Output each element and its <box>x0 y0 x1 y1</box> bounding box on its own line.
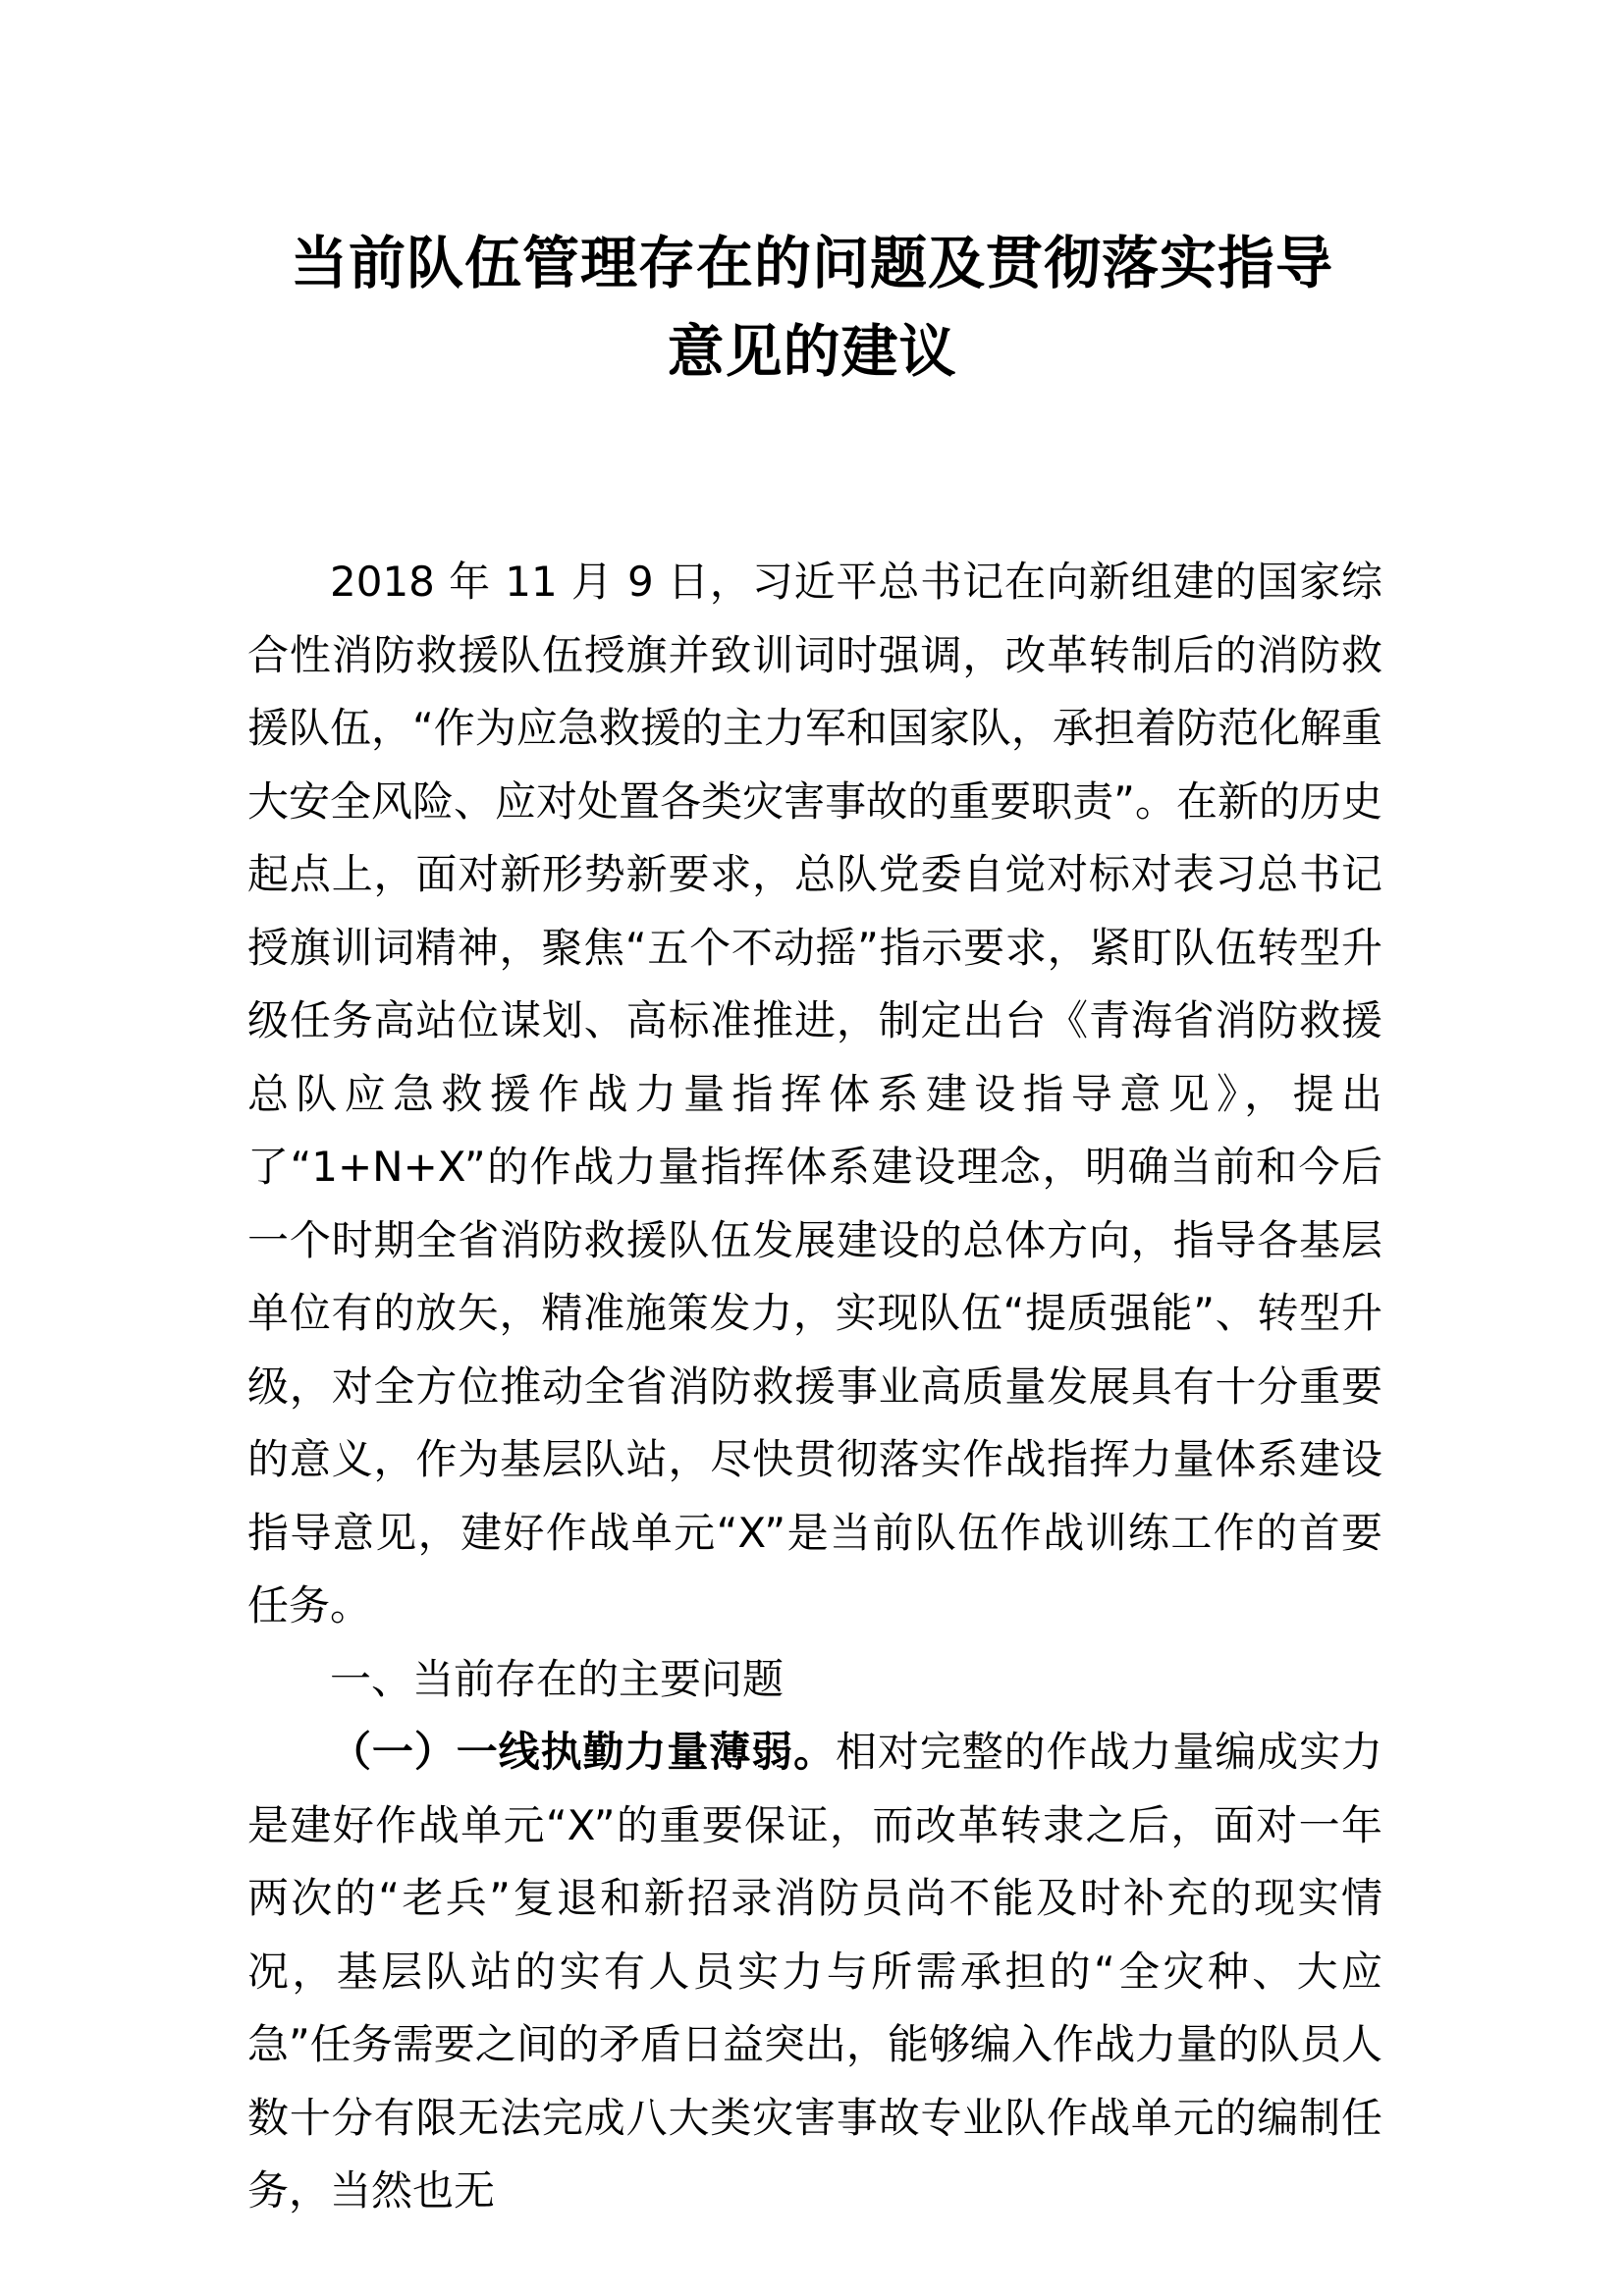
subsection-body: 相对完整的作战力量编成实力是建好作战单元“X”的重要保证，而改革转隶之后，面对一年两次的“老兵”复退和新招录消防员尚不能及时补充的现实情况，基层队站的实有人员实力与所需承担的“全灾种、大应急”任务需要之间的矛盾日益突出，能够编入作战力量的队员人数十分有限无法完成八大类灾害事故专业队作战单元的编制任务，当然也无 <box>247 1728 1382 2215</box>
document-body <box>247 546 1382 2228</box>
document-title-line-1: 当前队伍管理存在的问题及贯彻落实指导 <box>290 230 1333 296</box>
subsection-lead: （一）一线执勤力量薄弱。 <box>330 1728 836 1776</box>
document-title-line-2: 意见的建议 <box>667 318 957 385</box>
intro-paragraph: 2018 年 11 月 9 日，习近平总书记在向新组建的国家综合性消防救援队伍授旗并致训词时强调，改革转制后的消防救援队伍，“作为应急救援的主力军和国家队，承担着防范化解重大安全风险、应对处置各类灾害事故的重要职责”。在新的历史起点上，面对新形势新要求，总队党委自觉对标对表习总书记授旗训词精神，聚焦“五个不动摇”指示要求，紧盯队伍转型升级任务高站位谋划、高标准推进，制定出台《青海省消防救援总队应急救援作战力量指挥体系建设指导意见》，提出了“1+N+X”的作战力量指挥体系建设理念，明确当前和今后一个时期全省消防救援队伍发展建设的总体方向，指导各基层单位有的放矢，精准施策发力，实现队伍“提质强能”、转型升级，对全方位推动全省消防救援事业高质量发展具有十分重要的意义，作为基层队站，尽快贯彻落实作战指挥力量体系建设指导意见，建好作战单元“X”是当前队伍作战训练工作的首要任务。 <box>247 558 1382 1629</box>
section-heading: 一、当前存在的主要问题 <box>330 1654 785 1703</box>
subsection-paragraph <box>247 1716 1382 2228</box>
